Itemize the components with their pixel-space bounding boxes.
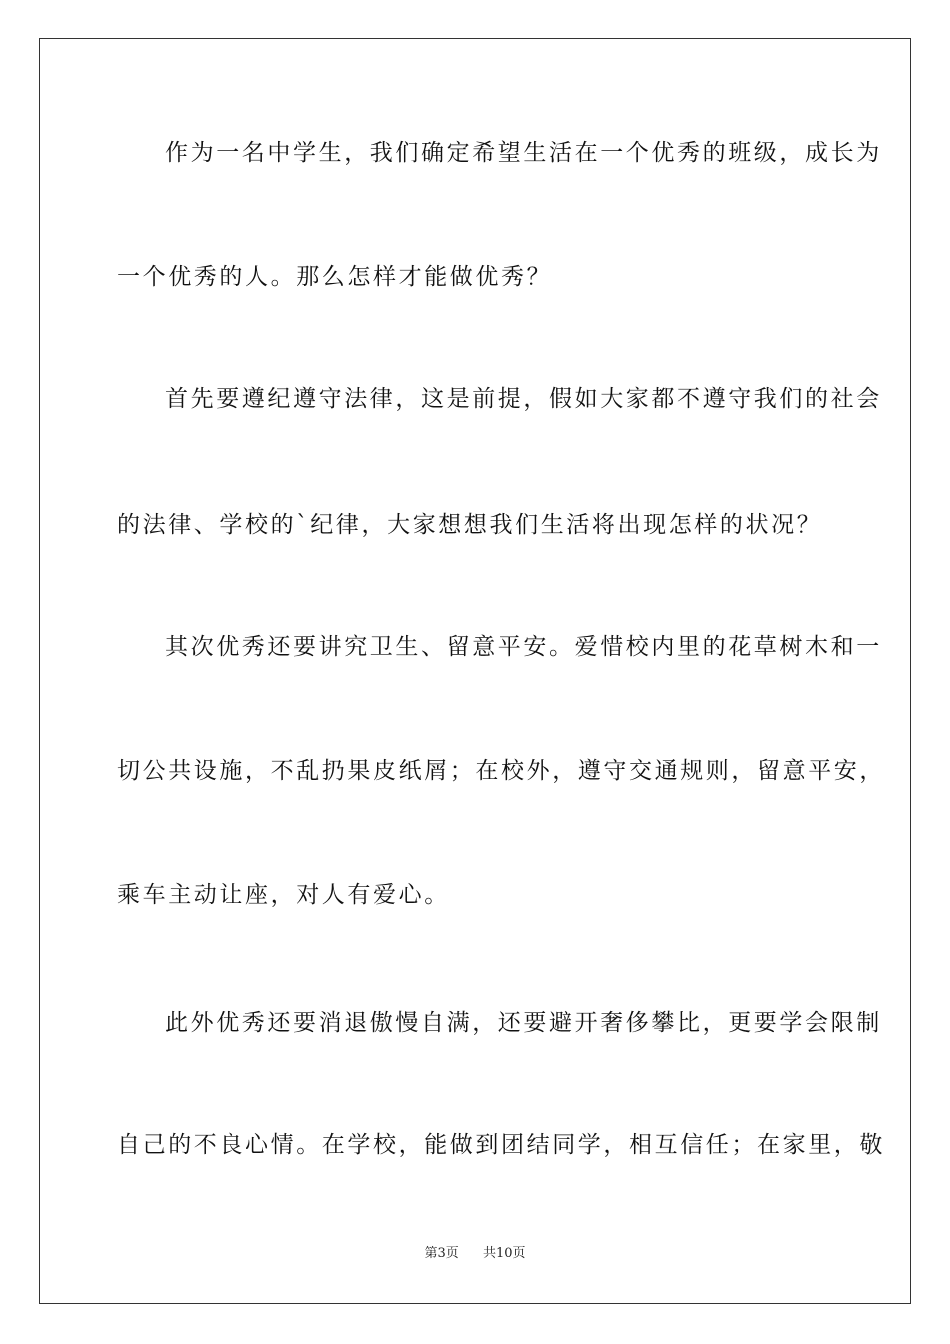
text-line: 乘车主动让座，对人有爱心。	[117, 882, 450, 908]
page-number: 第3页	[424, 1246, 459, 1261]
text-line: 自己的不良心情。在学校，能做到团结同学，相互信任；在家里，敬	[117, 1132, 885, 1158]
text-line: 其次优秀还要讲究卫生、留意平安。爱惜校内里的花草树木和一	[165, 634, 882, 660]
text-line: 的法律、学校的`纪律，大家想想我们生活将出现怎样的状况？	[117, 512, 823, 538]
text-line: 作为一名中学生，我们确定希望生活在一个优秀的班级，成长为	[165, 140, 882, 166]
text-line: 此外优秀还要消退傲慢自满，还要避开奢侈攀比，更要学会限制	[165, 1010, 882, 1036]
page-frame	[39, 38, 911, 1304]
text-line: 首先要遵纪遵守法律，这是前提，假如大家都不遵守我们的社会	[165, 386, 882, 412]
text-line: 切公共设施，不乱扔果皮纸屑；在校外，遵守交通规则，留意平安，	[117, 758, 885, 784]
text-line: 一个优秀的人。那么怎样才能做优秀？	[117, 264, 553, 290]
page-total: 共10页	[483, 1246, 526, 1261]
page-footer	[0, 1245, 950, 1263]
